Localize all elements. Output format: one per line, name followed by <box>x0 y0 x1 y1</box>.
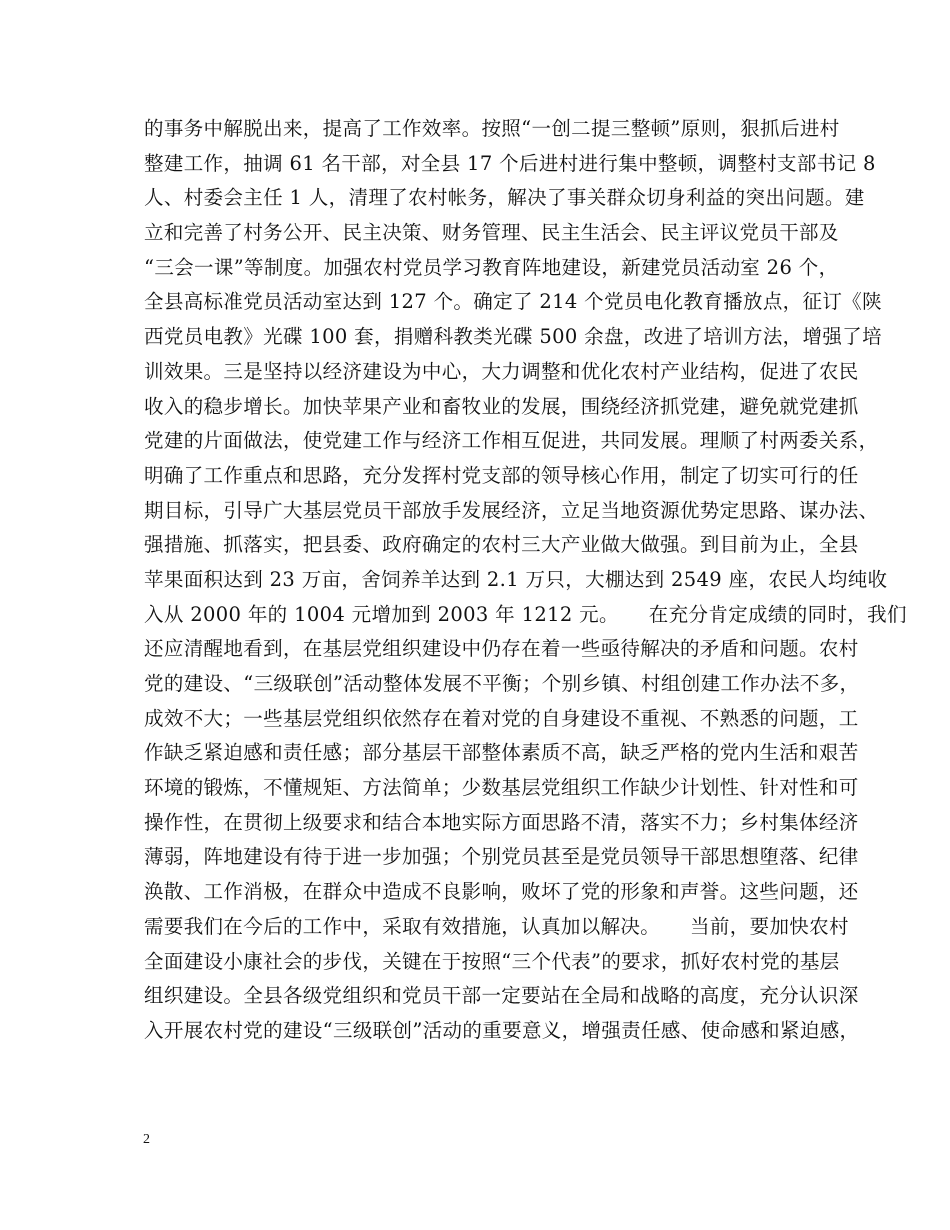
text-line: 人、村委会主任 1 人，清理了农村帐务，解决了事关群众切身利益的突出问题。建 <box>144 186 865 210</box>
text-line: 涣散、工作消极，在群众中造成不良影响，败坏了党的形象和声誉。这些问题，还 <box>144 880 859 904</box>
text-line: 全县高标准党员活动室达到 127 个。确定了 214 个党员电化教育播放点，征订《陕 <box>144 290 882 314</box>
text-line: 操作性，在贯彻上级要求和结合本地实际方面思路不清，落实不力；乡村集体经济 <box>144 810 859 834</box>
text-line: 收入的稳步增长。加快苹果产业和畜牧业的发展，围绕经济抓党建，避免就党建抓 <box>144 394 859 418</box>
text-line: 成效不大；一些基层党组织依然存在着对党的自身建设不重视、不熟悉的问题，工 <box>144 706 859 730</box>
text-line: 还应清醒地看到，在基层党组织建设中仍存在着一些亟待解决的矛盾和问题。农村 <box>144 637 859 661</box>
text-line: 入开展农村党的建设“三级联创”活动的重要意义，增强责任感、使命感和紧迫感， <box>144 1018 860 1042</box>
text-line: 作缺乏紧迫感和责任感；部分基层干部整体素质不高，缺乏严格的党内生活和艰苦 <box>144 741 859 765</box>
text-line: 环境的锻炼，不懂规矩、方法简单；少数基层党组织工作缺少计划性、针对性和可 <box>144 776 859 800</box>
text-line: 西党员电教》光碟 100 套，捐赠科教类光碟 500 余盘，改进了培训方法，增强了培 <box>144 325 882 349</box>
page-number: 2 <box>143 1132 150 1147</box>
text-line: 的事务中解脱出来，提高了工作效率。按照“一创二提三整顿”原则，狠抓后进村 <box>144 117 840 140</box>
text-line: 立和完善了村务公开、民主决策、财务管理、民主生活会、民主评议党员干部及 <box>144 221 839 245</box>
text-line: 组织建设。全县各级党组织和党员干部一定要站在全局和战略的高度，充分认识深 <box>144 984 859 1008</box>
text-line: 整建工作，抽调 61 名干部，对全县 17 个后进村进行集中整顿，调整村支部书记 8 <box>144 151 876 175</box>
text-line: 期目标，引导广大基层党员干部放手发展经济，立足当地资源优势定思路、谋办法、 <box>144 498 879 522</box>
text-line: 需要我们在今后的工作中，采取有效措施，认真加以解决。 当前，要加快农村 <box>144 914 849 938</box>
text-line: 明确了工作重点和思路，充分发挥村党支部的领导核心作用，制定了切实可行的任 <box>144 463 859 487</box>
text-line: 薄弱，阵地建设有待于进一步加强；个别党员甚至是党员领导干部思想堕落、纪律 <box>144 845 859 869</box>
text-line: 苹果面积达到 23 万亩，舍饲养羊达到 2.1 万只，大棚达到 2549 座，农民人均纯收 <box>144 567 888 591</box>
body-text <box>144 112 907 1049</box>
text-line: 全面建设小康社会的步伐，关键在于按照“三个代表”的要求，抓好农村党的基层 <box>144 949 840 973</box>
text-line: “三会一课”等制度。加强农村党员学习教育阵地建设，新建党员活动室 26 个， <box>144 255 839 279</box>
text-line: 训效果。三是坚持以经济建设为中心，大力调整和优化农村产业结构，促进了农民 <box>144 359 859 383</box>
text-line: 党的建设、“三级联创”活动整体发展不平衡；个别乡镇、村组创建工作办法不多， <box>144 672 860 695</box>
text-line: 党建的片面做法，使党建工作与经济工作相互促进，共同发展。理顺了村两委关系， <box>144 429 879 453</box>
text-line: 强措施、抓落实，把县委、政府确定的农村三大产业做大做强。到目前为止，全县 <box>144 533 859 557</box>
text-line: 入从 2000 年的 1004 元增加到 2003 年 1212 元。 在充分肯定成绩的同时，我们 <box>144 602 907 626</box>
